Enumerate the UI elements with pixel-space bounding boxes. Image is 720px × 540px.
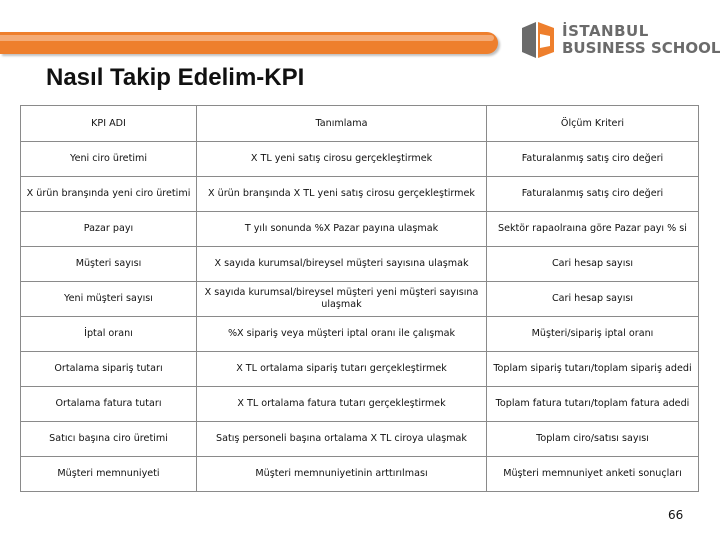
header-orange-bar [0,32,498,54]
definition-cell: X TL yeni satış cirosu gerçekleştirmek [197,142,487,177]
header-measurement-criteria: Ölçüm Kriteri [487,106,699,142]
definition-cell: X sayıda kurumsal/bireysel müşteri sayısına ulaşmak [197,247,487,282]
kpi-name-cell: İptal oranı [21,317,197,352]
table-row [21,247,699,282]
kpi-name-cell: Ortalama sipariş tutarı [21,352,197,387]
logo-mark-icon [518,18,558,62]
kpi-table [20,105,699,492]
table-row [21,422,699,457]
criteria-cell: Müşteri memnuniyet anketi sonuçları [487,457,699,492]
page-number: 66 [668,508,684,522]
criteria-cell: Toplam sipariş tutarı/toplam sipariş adedi [487,352,699,387]
school-logo [518,18,720,62]
definition-cell: X sayıda kurumsal/bireysel müşteri yeni müşteri sayısına ulaşmak [197,282,487,317]
logo-text-business-school: BUSINESS SCHOOL [562,39,720,57]
definition-cell: T yılı sonunda %X Pazar payına ulaşmak [197,212,487,247]
criteria-cell: Faturalanmış satış ciro değeri [487,142,699,177]
definition-cell: %X sipariş veya müşteri iptal oranı ile çalışmak [197,317,487,352]
criteria-cell: Faturalanmış satış ciro değeri [487,177,699,212]
definition-cell: Satış personeli başına ortalama X TL ciroya ulaşmak [197,422,487,457]
criteria-cell: Müşteri/sipariş iptal oranı [487,317,699,352]
header-kpi-name: KPI ADI [21,106,197,142]
table-header-row [21,106,699,142]
table-row [21,282,699,317]
table-row [21,142,699,177]
kpi-name-cell: Yeni müşteri sayısı [21,282,197,317]
definition-cell: X ürün branşında X TL yeni satış cirosu gerçekleştirmek [197,177,487,212]
logo-text-istanbul: İSTANBUL [562,22,649,40]
page-title: Nasıl Takip Edelim-KPI [46,64,305,91]
table-row [21,352,699,387]
table-row [21,387,699,422]
definition-cell: X TL ortalama sipariş tutarı gerçekleştirmek [197,352,487,387]
criteria-cell: Toplam ciro/satısı sayısı [487,422,699,457]
kpi-name-cell: Pazar payı [21,212,197,247]
table-row [21,212,699,247]
definition-cell: Müşteri memnuniyetinin arttırılması [197,457,487,492]
criteria-cell: Toplam fatura tutarı/toplam fatura adedi [487,387,699,422]
definition-cell: X TL ortalama fatura tutarı gerçekleştirmek [197,387,487,422]
kpi-name-cell: Yeni ciro üretimi [21,142,197,177]
table-row [21,317,699,352]
kpi-name-cell: Satıcı başına ciro üretimi [21,422,197,457]
kpi-name-cell: Müşteri memnuniyeti [21,457,197,492]
kpi-name-cell: X ürün branşında yeni ciro üretimi [21,177,197,212]
header-definition: Tanımlama [197,106,487,142]
criteria-cell: Cari hesap sayısı [487,247,699,282]
criteria-cell: Cari hesap sayısı [487,282,699,317]
kpi-name-cell: Ortalama fatura tutarı [21,387,197,422]
kpi-name-cell: Müşteri sayısı [21,247,197,282]
table-row [21,457,699,492]
criteria-cell: Sektör rapaolraına göre Pazar payı % si [487,212,699,247]
table-row [21,177,699,212]
header-bar-highlight [0,35,494,41]
